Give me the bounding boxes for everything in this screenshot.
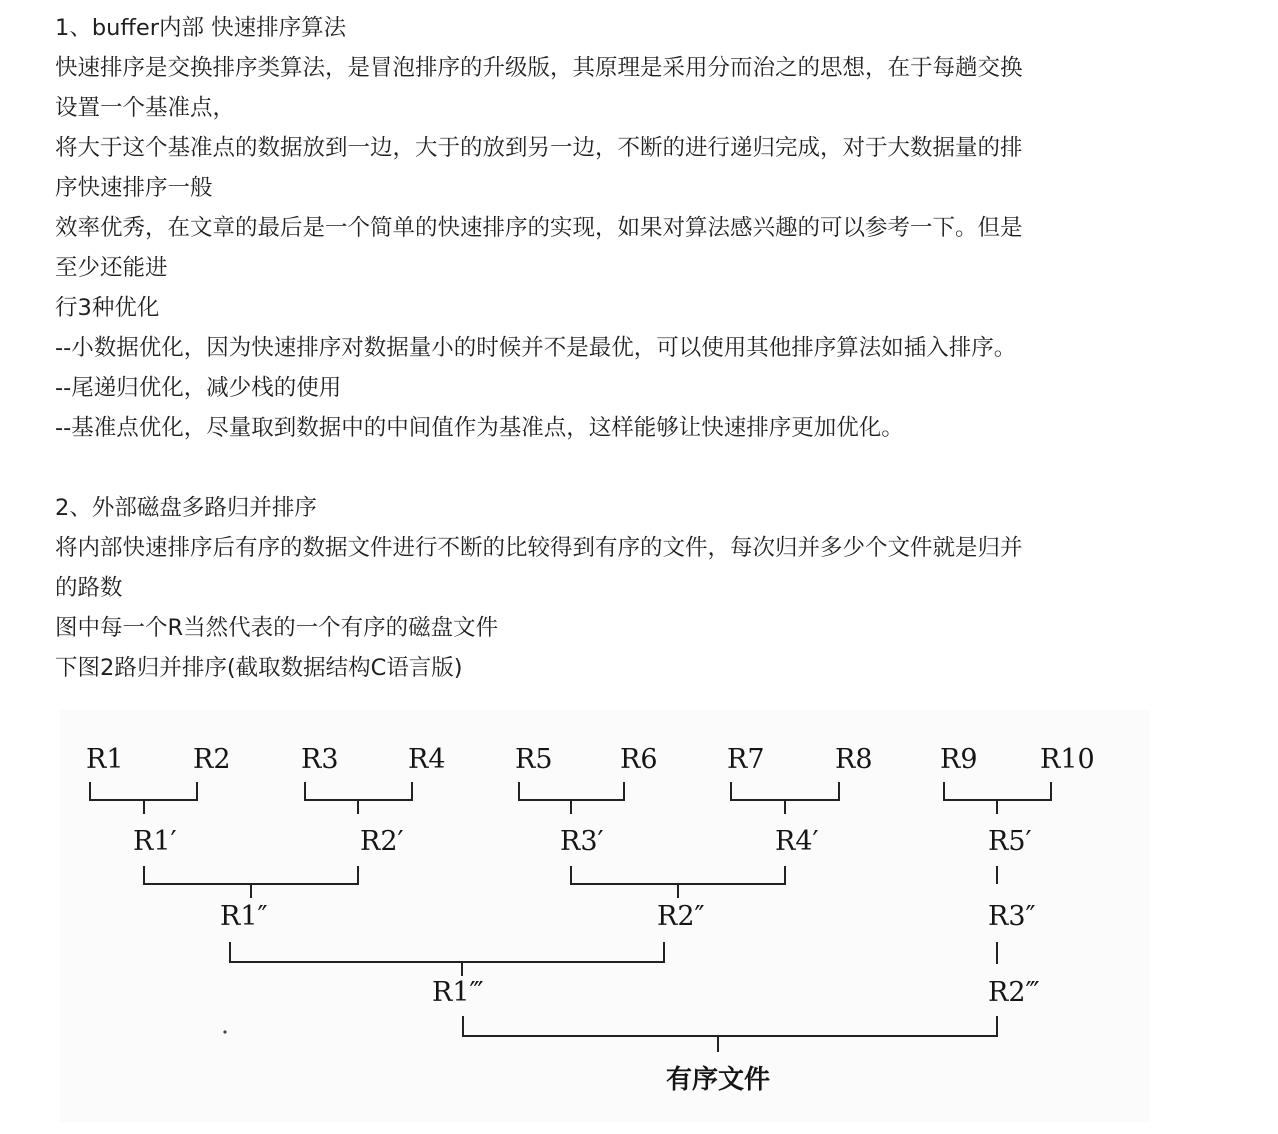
paragraph-line: 序快速排序一般 xyxy=(55,175,213,201)
run-label: R2″ xyxy=(657,901,705,932)
paragraph-line: 设置一个基准点， xyxy=(55,95,236,121)
scan-speck xyxy=(223,1030,226,1033)
run-label: R2 xyxy=(193,744,231,775)
article-body xyxy=(55,8,1165,688)
paragraph-line: 至少还能进 xyxy=(55,255,168,281)
run-label: R5′ xyxy=(988,826,1032,857)
section2-heading: 2、外部磁盘多路归并排序 xyxy=(55,495,317,521)
run-label: R1′ xyxy=(133,826,177,857)
run-label: R1″ xyxy=(220,901,268,932)
sorted-file-label: 有序文件 xyxy=(665,1065,771,1095)
run-label: R2′ xyxy=(360,826,404,857)
run-label: R8 xyxy=(835,744,873,775)
run-label: R3′ xyxy=(560,826,604,857)
run-label: R3″ xyxy=(988,901,1036,932)
optimization-item: --小数据优化，因为快速排序对数据量小的时候并不是最优，可以使用其他排序算法如插入排序。 xyxy=(55,335,1017,361)
merge-tree-svg xyxy=(60,710,1150,1122)
run-label: R3 xyxy=(301,744,339,775)
run-label: R9 xyxy=(940,744,978,775)
run-label: R5 xyxy=(515,744,553,775)
optimization-item: --基准点优化，尽量取到数据中的中间值作为基准点，这样能够让快速排序更加优化。 xyxy=(55,415,904,441)
paragraph-line: 下图2路归并排序(截取数据结构C语言版) xyxy=(55,655,463,681)
section-spacer xyxy=(55,448,1165,488)
optimization-item: --尾递归优化，减少栈的使用 xyxy=(55,375,342,401)
paragraph-line: 图中每一个R当然代表的一个有序的磁盘文件 xyxy=(55,615,499,641)
run-label: R4′ xyxy=(775,826,819,857)
paragraph-line: 效率优秀，在文章的最后是一个简单的快速排序的实现，如果对算法感兴趣的可以参考一下。但是 xyxy=(55,215,1023,241)
run-label: R2‴ xyxy=(988,977,1040,1008)
run-label: R1 xyxy=(86,744,124,775)
run-label: R1‴ xyxy=(432,977,484,1008)
merge-sort-diagram xyxy=(60,710,1150,1122)
paragraph-line: 快速排序是交换排序类算法，是冒泡排序的升级版，其原理是采用分而治之的思想，在于每趟交换 xyxy=(55,55,1023,81)
section1-heading: 1、buffer内部 快速排序算法 xyxy=(55,15,347,41)
paragraph-line: 行3种优化 xyxy=(55,295,160,321)
run-label: R7 xyxy=(727,744,765,775)
run-label: R4 xyxy=(408,744,446,775)
run-label: R10 xyxy=(1040,744,1095,775)
paragraph-line: 将大于这个基准点的数据放到一边，大于的放到另一边，不断的进行递归完成，对于大数据量的排 xyxy=(55,135,1023,161)
paragraph-line: 的路数 xyxy=(55,575,123,601)
paragraph-line: 将内部快速排序后有序的数据文件进行不断的比较得到有序的文件，每次归并多少个文件就是归并 xyxy=(55,535,1023,561)
run-label: R6 xyxy=(620,744,658,775)
